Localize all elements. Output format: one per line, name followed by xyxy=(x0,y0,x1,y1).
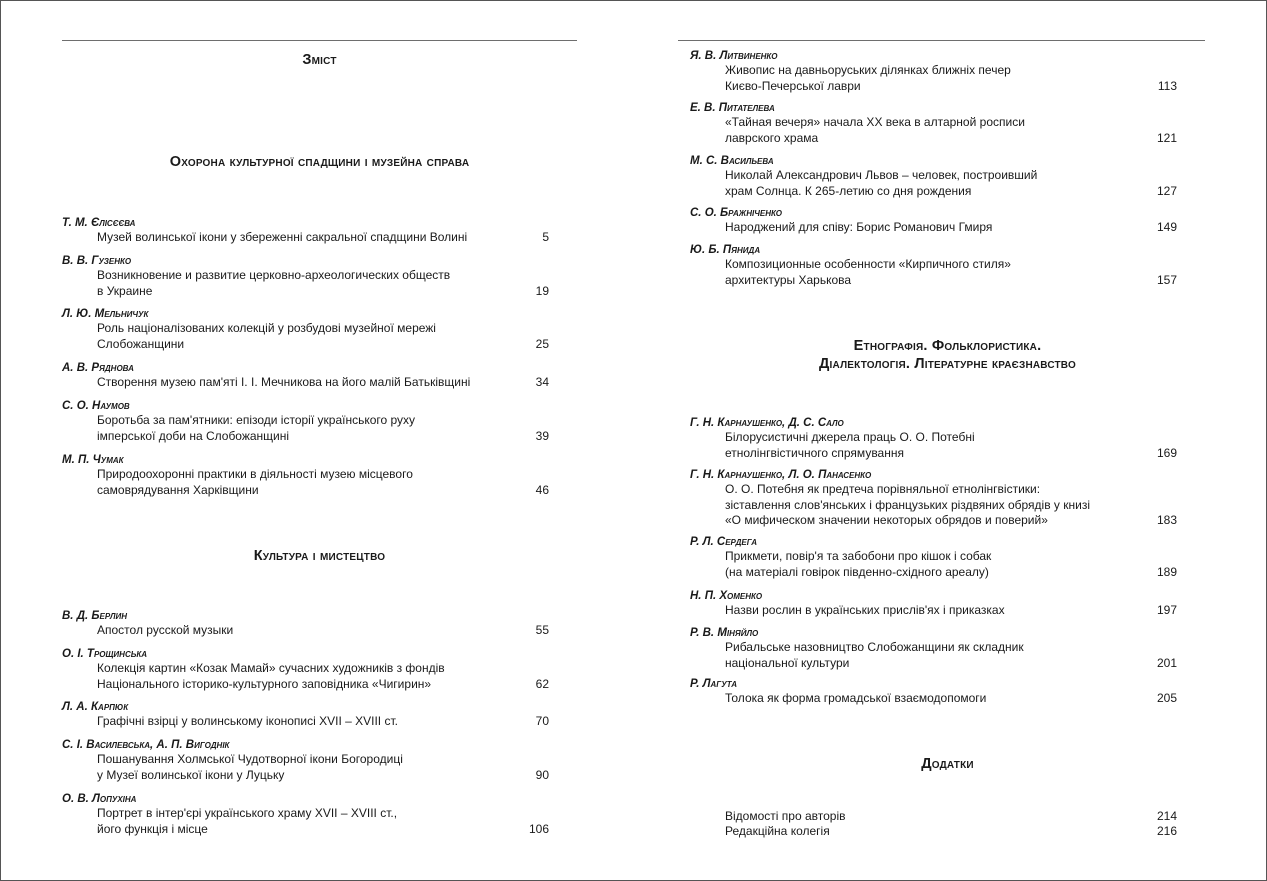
toc-entry xyxy=(690,678,1177,707)
toc-entry-page-number: 55 xyxy=(535,623,549,637)
toc-entry-author: Р. В. Міняйло xyxy=(690,627,759,639)
toc-entry-author: В. В. Гузенко xyxy=(62,255,132,267)
toc-entry-title-line: Народжений для співу: Борис Романович Гмиря xyxy=(725,220,993,234)
toc-entry-author: В. Д. Берлин xyxy=(62,610,128,622)
toc-entry xyxy=(62,362,549,391)
toc-entry-page-number: 113 xyxy=(1157,78,1177,93)
toc-entry-title-line: зіставлення слов'янських і французьких різдвяних обрядів у книзі xyxy=(725,497,1090,512)
toc-entry-title-line: Роль націоналізованих колекцій у розбудові музейної мережі xyxy=(97,321,436,335)
toc-entry-author: Г. Н. Карнаушенко, Д. С. Сало xyxy=(690,417,844,429)
toc-entry-page-number: 106 xyxy=(528,821,549,836)
toc-entry-author: Т. М. Єлісєєва xyxy=(62,217,136,229)
toc-entry-title-line: лаврского храма xyxy=(725,130,819,145)
toc-entry-title-line: Пошанування Холмської Чудотворної ікони Богородиці xyxy=(97,752,403,766)
toc-entry-title-line: (на матеріалі говірок південно-східного ареалу) xyxy=(725,564,989,579)
toc-entry-title-line: Николай Александрович Львов – человек, построивший xyxy=(725,168,1038,182)
toc-entry-page-number: 46 xyxy=(535,482,549,497)
toc-entry xyxy=(62,648,549,692)
toc-entry-title-line: у Музеї волинської ікони у Луцьку xyxy=(97,767,285,782)
toc-entry xyxy=(62,454,549,498)
toc-entry-author: С. О. Бражніченко xyxy=(690,207,783,219)
section-heading-culture: Культура і мистецтво xyxy=(253,548,386,564)
toc-entry xyxy=(690,102,1177,146)
toc-entry xyxy=(690,50,1177,94)
toc-entry-title-line: Боротьба за пам'ятники: епізоди історії українського руху xyxy=(97,413,416,427)
toc-entry-title-line: О. О. Потебня як предтеча порівняльної етнолінгвістики: xyxy=(725,482,1041,496)
toc-entry-title-line: Назви рослин в українських прислів'ях і приказках xyxy=(725,603,1005,617)
toc-entry-title-line: Апостол русской музыки xyxy=(97,623,234,637)
toc-entry-author: Я. В. Литвиненко xyxy=(690,50,778,62)
toc-entry-title-line: Рибальське назовництво Слобожанщини як складник xyxy=(725,640,1024,654)
toc-entry-author: М. С. Васильева xyxy=(690,155,774,167)
toc-entry-author: О. В. Лопухіна xyxy=(62,793,137,805)
toc-entry xyxy=(690,590,1177,619)
appendix-entry xyxy=(690,824,1177,840)
toc-entry-title-line: Прикмети, повір'я та забобони про кішок і собак xyxy=(725,549,992,563)
toc-entry-author: А. В. Ряднова xyxy=(62,362,134,374)
toc-entry-title-line: його функція і місце xyxy=(97,821,208,836)
right-header-rule xyxy=(678,40,1205,41)
toc-entry xyxy=(690,417,1177,461)
toc-entry xyxy=(62,255,549,299)
toc-entry-title-line: самоврядування Харківщини xyxy=(97,482,259,497)
appendix-entry-title: Редакційна колегія xyxy=(725,824,830,838)
toc-entry xyxy=(690,155,1177,199)
toc-entry-author: Г. Н. Карнаушенко, Л. О. Панасенко xyxy=(690,469,872,481)
toc-entry-title-line: «О мифическом значении некоторых обрядов и поверий» xyxy=(725,513,1048,527)
toc-entry-title-line: Композиционные особенности «Кирпичного стиля» xyxy=(725,257,1011,271)
toc-entry xyxy=(690,469,1177,529)
toc-entry-title-line: Толока як форма громадської взаємодопомоги xyxy=(725,691,987,705)
toc-entry xyxy=(62,610,549,639)
toc-entry xyxy=(62,701,549,730)
toc-entry-page-number: 127 xyxy=(1156,183,1177,198)
section-heading-heritage: Охорона культурної спадщини і музейна справа xyxy=(169,154,470,170)
toc-entry-author: Е. В. Питателева xyxy=(690,102,775,114)
toc-entry-title-line: Києво-Печерської лаври xyxy=(725,78,861,93)
contents-title: Зміст xyxy=(302,52,337,68)
toc-entry-title-line: Білорусистичні джерела праць О. О. Потебні xyxy=(725,430,975,444)
toc-entry-page-number: 149 xyxy=(1156,220,1177,234)
toc-entry-title-line: Національного історико-культурного заповідника «Чигирин» xyxy=(97,676,432,691)
toc-entry xyxy=(62,793,549,837)
toc-entry-title-line: Графічні взірці у волинському іконописі XVII – XVIII ст. xyxy=(97,714,398,728)
toc-entry-page-number: 34 xyxy=(535,375,549,389)
toc-entry-author: Р. Лагута xyxy=(690,678,737,690)
section-heading-appendices: Додатки xyxy=(921,756,974,772)
toc-entry-author: Л. Ю. Мельничук xyxy=(62,308,149,320)
toc-entry-page-number: 39 xyxy=(535,428,549,443)
toc-entry-page-number: 183 xyxy=(1156,513,1177,527)
toc-entry-title-line: «Тайная вечеря» начала ХХ века в алтарной росписи xyxy=(725,115,1025,129)
toc-entry-author: М. П. Чумак xyxy=(62,454,124,466)
toc-entry-title-line: архитектуры Харькова xyxy=(725,272,852,287)
toc-entry xyxy=(690,536,1177,580)
toc-entry-page-number: 157 xyxy=(1156,272,1177,287)
toc-entry-author: С. І. Василевська, А. П. Вигоднік xyxy=(62,739,230,751)
toc-entry-title-line: Живопис на давньоруських ділянках ближніх печер xyxy=(725,63,1011,77)
toc-entry-page-number: 62 xyxy=(535,676,549,691)
toc-entry-page-number: 201 xyxy=(1156,655,1177,670)
toc-entry-title-line: в Украине xyxy=(97,283,153,298)
section-heading-ethnography-line2: Діалектологія. Літературне краєзнавство xyxy=(819,356,1076,372)
toc-entry-page-number: 70 xyxy=(535,714,549,728)
toc-entry xyxy=(62,739,549,783)
toc-entry xyxy=(62,400,549,444)
toc-entry-title-line: Музей волинської ікони у збереженні сакральної спадщини Волині xyxy=(97,230,468,244)
toc-entry-title-line: храм Солнца. К 265-летию со дня рождения xyxy=(725,183,972,198)
toc-entry-title-line: Природоохоронні практики в діяльності музею місцевого xyxy=(97,467,413,481)
toc-entry-title-line: Портрет в інтер'єрі українського храму XVII – XVIII ст., xyxy=(97,806,398,820)
toc-entry xyxy=(690,627,1177,671)
toc-entry-page-number: 169 xyxy=(1156,445,1177,460)
appendix-entry-title: Відомості про авторів xyxy=(725,809,846,823)
section-heading-ethnography-line1: Етнографія. Фольклористика. xyxy=(853,338,1042,354)
toc-entry-page-number: 90 xyxy=(535,767,549,782)
toc-entry-author: Р. Л. Сердега xyxy=(690,536,757,548)
toc-entry-author: Н. П. Хоменко xyxy=(690,590,763,602)
toc-entry-page-number: 205 xyxy=(1156,691,1177,705)
toc-entry-author: С. О. Наумов xyxy=(62,400,130,412)
toc-entry-page-number: 189 xyxy=(1156,564,1177,579)
appendix-entry-page-number: 216 xyxy=(1156,824,1177,838)
toc-entry xyxy=(690,207,1177,236)
toc-entry-title-line: етнолінгвістичного спрямування xyxy=(725,445,904,460)
toc-entry-page-number: 5 xyxy=(542,230,549,244)
appendix-entry xyxy=(690,809,1177,825)
toc-entry-page-number: 19 xyxy=(535,283,549,298)
toc-entry-author: Л. А. Карпюк xyxy=(62,701,129,713)
toc-entry-title-line: Створення музею пам'яті І. І. Мечникова на його малій Батьківщині xyxy=(97,375,471,389)
toc-entry xyxy=(690,244,1177,288)
toc-entry-author: О. І. Трощинська xyxy=(62,648,148,660)
left-header-rule xyxy=(62,40,577,41)
toc-entry-title-line: Колекція картин «Козак Мамай» сучасних художників з фондів xyxy=(97,661,445,675)
toc-entry-page-number: 121 xyxy=(1156,130,1177,145)
toc-entry-title-line: Возникновение и развитие церковно-археологических обществ xyxy=(97,268,451,282)
toc-entry-title-line: Слобожанщини xyxy=(97,336,185,351)
toc-entry-page-number: 25 xyxy=(535,336,549,351)
toc-entry-page-number: 197 xyxy=(1156,603,1177,617)
toc-entry xyxy=(62,217,549,246)
toc-entry-title-line: національної культури xyxy=(725,655,850,670)
appendix-entry-page-number: 214 xyxy=(1156,809,1177,823)
toc-entry-author: Ю. Б. Пянида xyxy=(690,244,761,256)
toc-entry xyxy=(62,308,549,352)
toc-entry-title-line: імперської доби на Слобожанщині xyxy=(97,428,290,443)
